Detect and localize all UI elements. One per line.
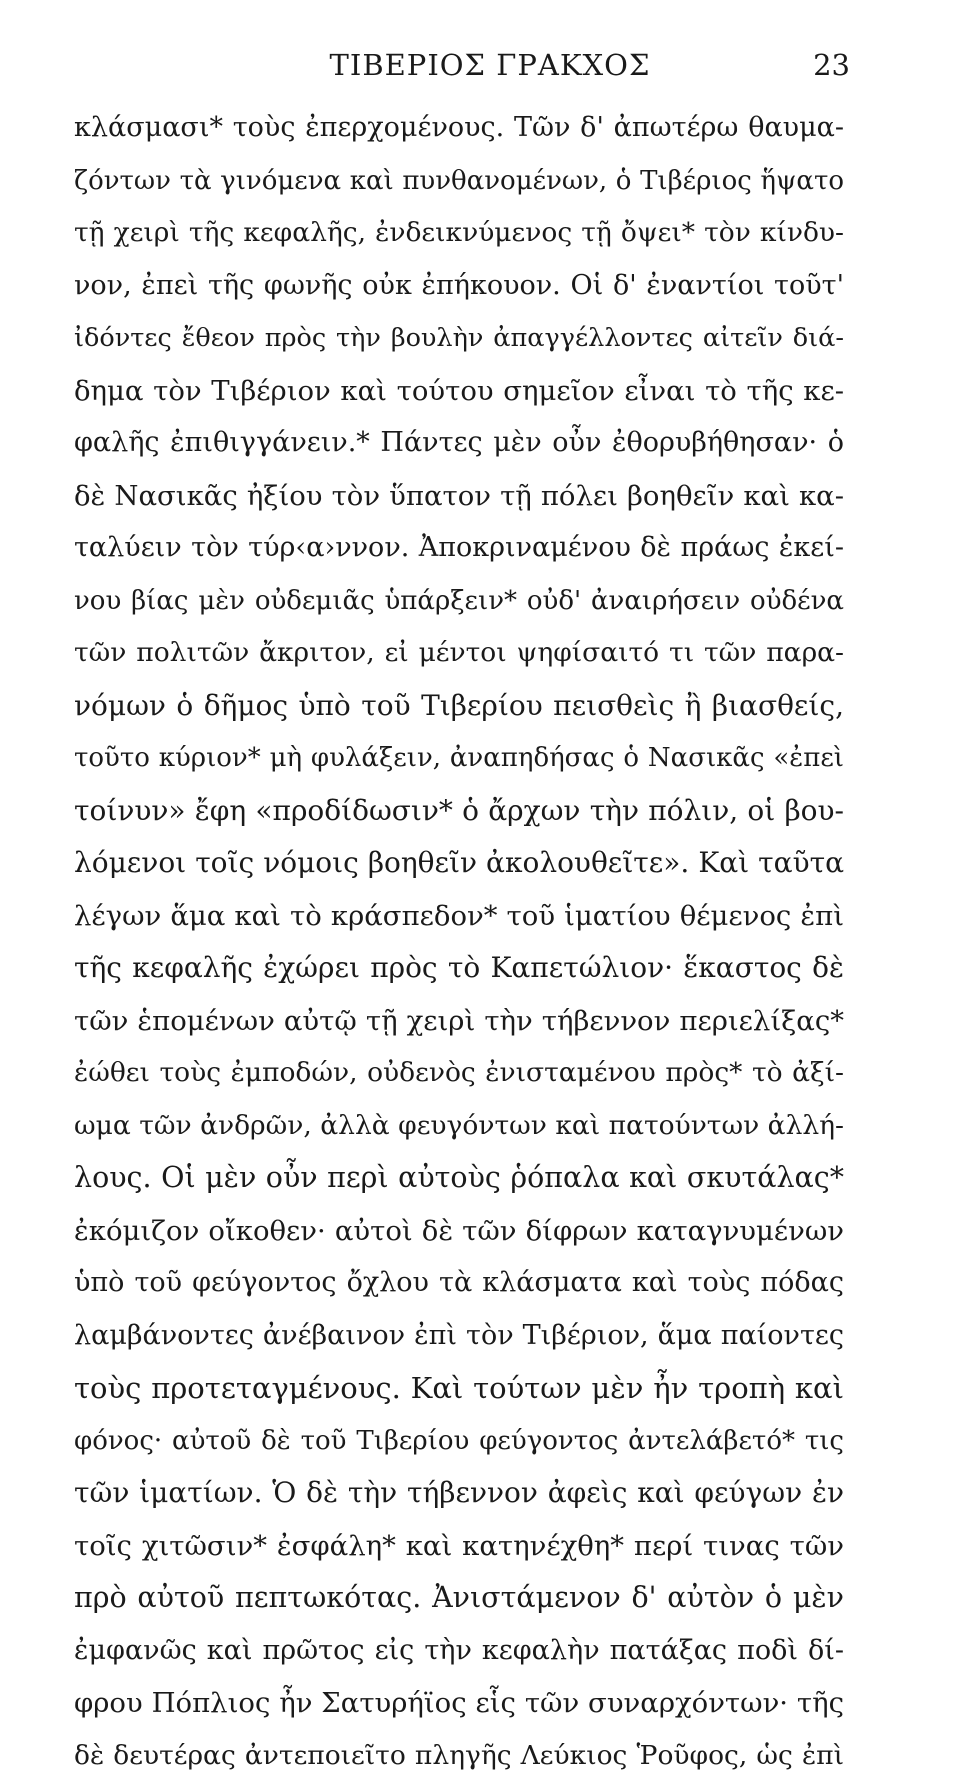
text-line: ωμα τῶν ἀνδρῶν, ἀλλὰ φευγόντων καὶ πατούντων ἀλλή- — [74, 1100, 844, 1153]
text-line: λόμενοι τοῖς νόμοις βοηθεῖν ἀκολουθεῖτε». Καὶ ταῦτα — [74, 837, 844, 890]
text-line: νον, ἐπεὶ τῆς φωνῆς οὐκ ἐπήκουον. Οἱ δ' ἐναντίοι τοῦτ' — [74, 260, 844, 313]
text-line: τῶν πολιτῶν ἄκριτον, εἰ μέντοι ψηφίσαιτό τι τῶν παρα- — [74, 627, 844, 680]
text-line: φαλῆς ἐπιθιγγάνειν.* Πάντες μὲν οὖν ἐθορυβήθησαν· ὁ — [74, 417, 844, 470]
text-line: ταλύειν τὸν τύρ‹α›ννον. Ἀποκριναμένου δὲ πράως ἐκεί- — [74, 522, 844, 575]
text-line: ἐκόμιζον οἴκοθεν· αὐτοὶ δὲ τῶν δίφρων καταγνυμένων — [74, 1205, 844, 1258]
text-line: ζόντων τὰ γινόμενα καὶ πυνθανομένων, ὁ Τιβέριος ἥψατο — [74, 155, 844, 208]
text-line: ὑπὸ τοῦ φεύγοντος ὄχλου τὰ κλάσματα καὶ τοὺς πόδας — [74, 1257, 844, 1310]
text-line: λαμβάνοντες ἀνέβαινον ἐπὶ τὸν Τιβέριον, ἅμα παίοντες — [74, 1310, 844, 1363]
text-line: νου βίας μὲν οὐδεμιᾶς ὑπάρξειν* οὐδ' ἀναιρήσειν οὐδένα — [74, 575, 844, 628]
text-line: τῶν ἱματίων. Ὁ δὲ τὴν τήβεννον ἀφεὶς καὶ φεύγων ἐν — [74, 1467, 844, 1520]
text-line: φρου Πόπλιος ἦν Σατυρήϊος εἷς τῶν συναρχόντων· τῆς — [74, 1677, 844, 1730]
text-line: τοῖς χιτῶσιν* ἐσφάλη* καὶ κατηνέχθη* περί τινας τῶν — [74, 1520, 844, 1573]
text-line: φόνος· αὐτοῦ δὲ τοῦ Τιβερίου φεύγοντος ἀντελάβετό* τις — [74, 1415, 844, 1468]
body-text — [74, 102, 844, 1782]
text-line: δὲ Νασικᾶς ἠξίου τὸν ὕπατον τῇ πόλει βοηθεῖν καὶ κα- — [74, 470, 844, 523]
text-line: λέγων ἅμα καὶ τὸ κράσπεδον* τοῦ ἱματίου θέμενος ἐπὶ — [74, 890, 844, 943]
text-line: τῶν ἑπομένων αὐτῷ τῇ χειρὶ τὴν τήβεννον περιελίξας* — [74, 995, 844, 1048]
page-number: 23 — [813, 48, 850, 82]
running-title: ΤΙΒΕΡΙΟΣ ΓΡΑΚΧΟΣ — [0, 48, 980, 82]
text-line: κλάσμασι* τοὺς ἐπερχομένους. Τῶν δ' ἀπωτέρω θαυμα- — [74, 102, 844, 155]
text-line: λους. Οἱ μὲν οὖν περὶ αὐτοὺς ῥόπαλα καὶ σκυτάλας* — [74, 1152, 844, 1205]
text-line: πρὸ αὐτοῦ πεπτωκότας. Ἀνιστάμενον δ' αὐτὸν ὁ μὲν — [74, 1572, 844, 1625]
text-line: τῆς κεφαλῆς ἐχώρει πρὸς τὸ Καπετώλιον· ἕκαστος δὲ — [74, 942, 844, 995]
text-line: ἐμφανῶς καὶ πρῶτος εἰς τὴν κεφαλὴν πατάξας ποδὶ δί- — [74, 1625, 844, 1678]
page-header — [0, 40, 980, 90]
text-line: τοῦτο κύριον* μὴ φυλάξειν, ἀναπηδήσας ὁ Νασικᾶς «ἐπεὶ — [74, 732, 844, 785]
text-line: δημα τὸν Τιβέριον καὶ τούτου σημεῖον εἶναι τὸ τῆς κε- — [74, 365, 844, 418]
text-line: δὲ δευτέρας ἀντεποιεῖτο πληγῆς Λεύκιος Ῥοῦφος, ὡς ἐπὶ — [74, 1730, 844, 1782]
text-line: νόμων ὁ δῆμος ὑπὸ τοῦ Τιβερίου πεισθεὶς ἢ βιασθείς, — [74, 680, 844, 733]
text-line: ἐώθει τοὺς ἐμποδών, οὐδενὸς ἐνισταμένου πρὸς* τὸ ἀξί- — [74, 1047, 844, 1100]
text-line: τοίνυν» ἔφη «προδίδωσιν* ὁ ἄρχων τὴν πόλιν, οἱ βου- — [74, 785, 844, 838]
text-line: ἰδόντες ἔθεον πρὸς τὴν βουλὴν ἀπαγγέλλοντες αἰτεῖν διά- — [74, 312, 844, 365]
text-line: τῇ χειρὶ τῆς κεφαλῆς, ἐνδεικνύμενος τῇ ὄψει* τὸν κίνδυ- — [74, 207, 844, 260]
text-line: τοὺς προτεταγμένους. Καὶ τούτων μὲν ἦν τροπὴ καὶ — [74, 1362, 844, 1415]
